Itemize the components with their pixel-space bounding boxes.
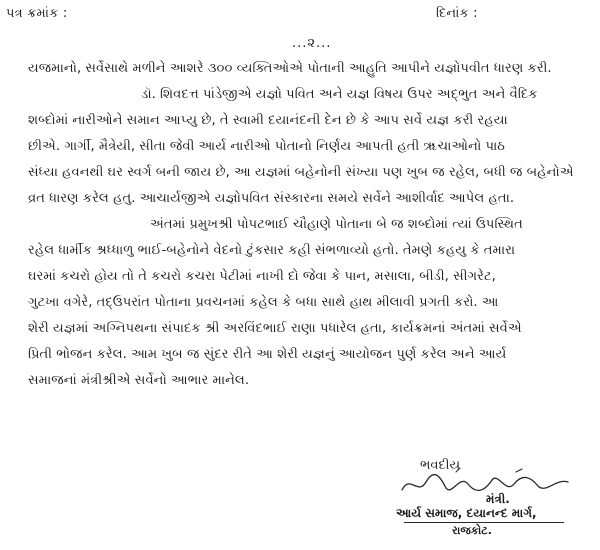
- body-line: ડૉ. શિવદત્ત પાંડેજીએ યજ્ઞો પવિત અને યજ્ઞ વિષય ઉપર અદ્ભુત અને વૈદિક: [141, 87, 538, 102]
- body-line: યજમાનો, સર્વેસાથે મળીને આશરે ૩૦૦ વ્યક્તિઓએ પોતાની આહુતિ આપીને યજ્ઞોપવીત ધારણ કરી.: [28, 61, 552, 76]
- signature-block: [396, 458, 586, 548]
- designation: મંત્રી.: [486, 492, 510, 506]
- reference-number-label: પત્ર ક્રમાંક :: [6, 6, 68, 21]
- body-line: છીએ. ગાર્ગી, મૈત્રેયી, સીતા જેવી આર્ય નારીઓ પોતાનો નિર્ણય આપતી હતી ૠચાઓનો પાઠ: [28, 139, 505, 154]
- stamp-underline: [404, 522, 564, 523]
- organization-stamp: આર્ય સમાજ, દયાનન્દ માર્ગ,: [396, 506, 537, 520]
- body-line: શેરી યજ્ઞમાં અગ્નિપથના સંપાદક શ્રી અરવિંદભાઈ રાણા પધારેલ હતા, કાર્યક્રમનાં અંતમાં સર્વેએ: [28, 321, 522, 336]
- body-line: ઘરમાં કચરો હોય તો તે કચરો કચરા પેટીમાં નાખી દો જેવા કે પાન, મસાલા, બીડી, સીગરેટ,: [28, 269, 496, 284]
- body-line: વ્રત ધારણ કરેલ હતુ. આચાર્યજીએ યજ્ઞોપવિત સંસ્કારના સમયે સર્વેને આશીર્વાદ આપેલ હતા.: [28, 191, 515, 206]
- body-line: અંતમાં પ્રમુખશ્રી પોપટભાઈ ચૌહાણે પોતાના બે જ શબ્દોમાં ત્યાં ઉપસ્થિત: [150, 217, 523, 232]
- body-line: શબ્દોમાં નારીઓને સમાન આપ્યુ છે, તે સ્વામી દયાનંદની દેન છે કે આપ સર્વે યજ્ઞ કરી રહયા: [28, 113, 508, 128]
- letter-body: [28, 56, 594, 394]
- body-line: સમાજનાં મંત્રીશ્રીએ સર્વેનો આભાર માનેલ.: [28, 373, 250, 388]
- body-line: સંધ્યા હવનથી ઘર સ્વર્ગ બની જાય છે, આ યજ્ઞમાં બહેનોની સંખ્યા પણ ખુબ જ રહેલ, બધી જ બહેનોએ: [28, 165, 574, 180]
- closing-salutation: ભવદીય: [420, 458, 461, 473]
- body-line: ગુટખા વગેરે, તદ્ઉપરાંત પોતાના પ્રવચનમાં કહેલ કે બધા સાથે હાથ મીલાવી પ્રગતી કરો. આ: [28, 295, 499, 310]
- body-line: રહેલ ધાર્મીક શ્રધ્ધાળુ ભાઈ-બહેનોને વેદનો ટુંકસાર કહી સંભળાવ્યો હતો. તેમણે કહયુ કે તમારા: [28, 243, 516, 258]
- body-line: પ્રિતી ભોજન કરેલ. આમ ખુબ જ સુંદર રીતે આ શેરી યજ્ઞનું આયોજન પુર્ણ કરેલ અને આર્ય: [28, 347, 507, 362]
- page-number: ...૨...: [292, 36, 332, 51]
- date-label: દિનાંક :: [436, 6, 478, 21]
- stamp-city: રાજકોટ.: [452, 524, 492, 537]
